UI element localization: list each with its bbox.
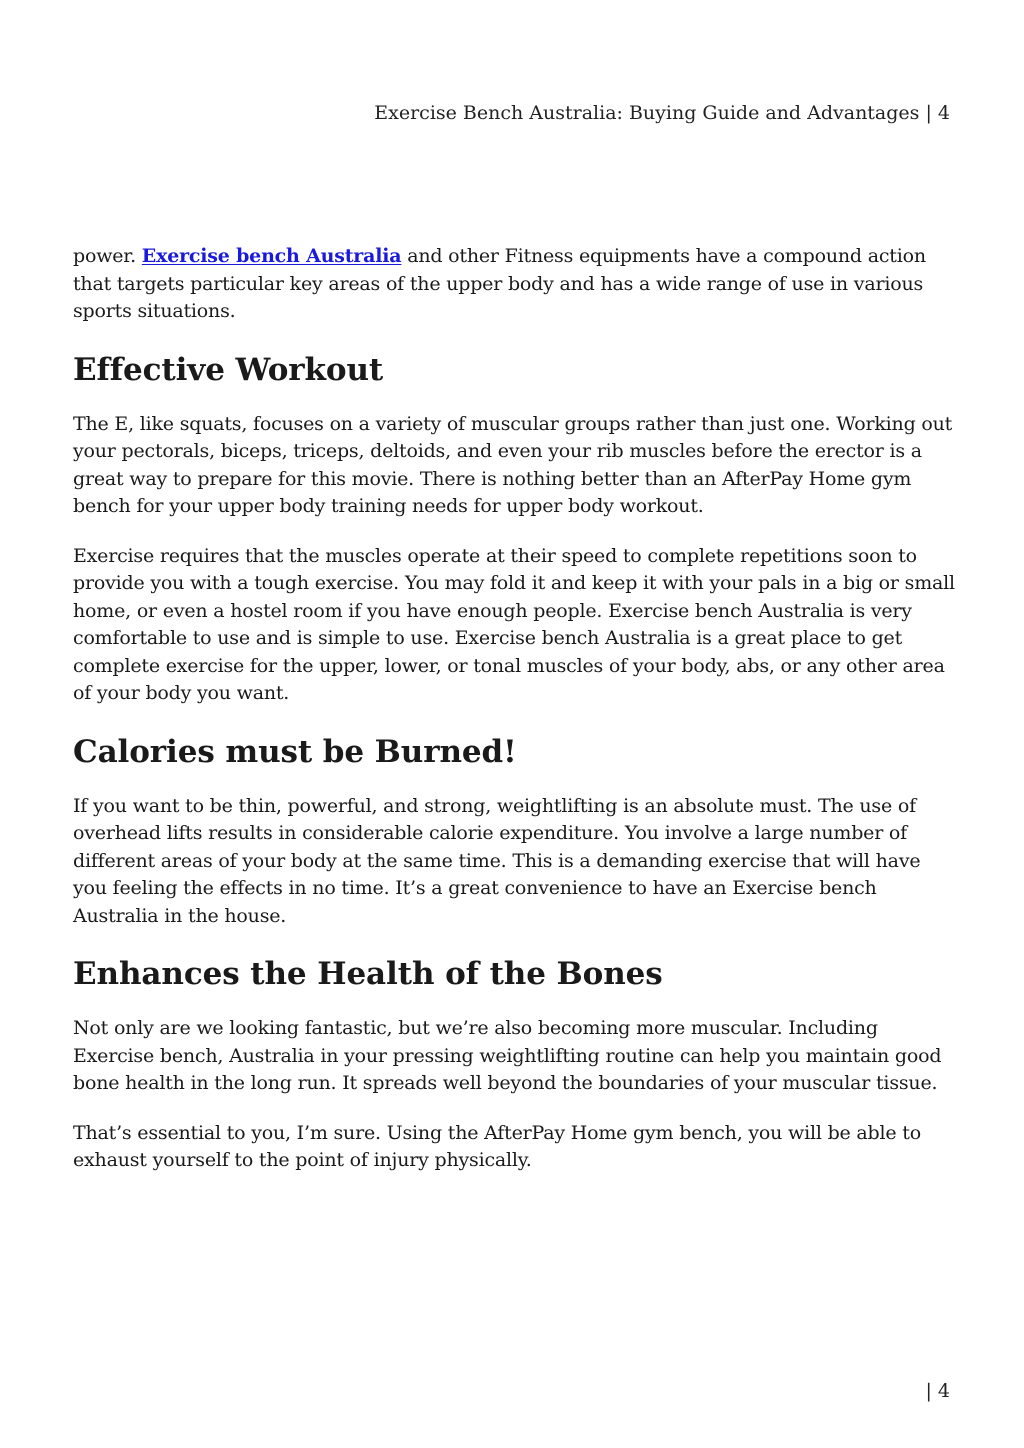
- intro-paragraph: [73, 243, 957, 326]
- article-body: [73, 243, 957, 1197]
- section-heading-calories: Calories must be Burned!: [73, 733, 517, 770]
- intro-rest: and other Fitness equipments have a compound action that targets particular key areas of the upper body and has a wide range of use in various sports situations.: [73, 245, 926, 322]
- section-heading-bone-health: Enhances the Health of the Bones: [73, 956, 663, 992]
- effective-workout-paragraph-2: Exercise requires that the muscles operate at their speed to complete repetitions soon to provide you with a tough exercise. You may fold it and keep it with your pals in a big or small home, or even a hostel room if you have enough people. Exercise bench Australia is very comfortable to use and is simple to use. Exercise bench Australia is a great place to get complete exercise for the upper, lower, or tonal muscles of your body, abs, or any other area of your body you want.: [73, 544, 955, 704]
- intro-lead: power.: [73, 245, 142, 267]
- bone-health-paragraph-2: That’s essential to you, I’m sure. Using the AfterPay Home gym bench, you will be able to exhaust yourself to the point of injury physically.: [73, 1121, 921, 1171]
- page-number: | 4: [925, 1380, 950, 1402]
- section-heading-effective-workout: Effective Workout: [73, 351, 384, 388]
- effective-workout-paragraph-1: The E, like squats, focuses on a variety of muscular groups rather than just one. Working out your pectorals, biceps, triceps, deltoids, and even your rib muscles before the erector is a great way to prepare for this movie. There is nothing better than an AfterPay Home gym bench for your upper body training needs for upper body workout.: [73, 412, 953, 517]
- bone-health-paragraph-1: Not only are we looking fantastic, but we’re also becoming more muscular. Including Exercise bench, Australia in your pressing weightlifting routine can help you maintain good bone health in the long run. It spreads well beyond the boundaries of your muscular tissue.: [73, 1017, 942, 1094]
- calories-paragraph-1: If you want to be thin, powerful, and strong, weightlifting is an absolute must. The use of overhead lifts results in considerable calorie expenditure. You involve a large number of different areas of your body at the same time. This is a demanding exercise that will have you feeling the effects in no time. It’s a great convenience to have an Exercise bench Australia in the house.: [73, 794, 921, 927]
- exercise-bench-link[interactable]: Exercise bench Australia: [141, 245, 402, 267]
- running-header: Exercise Bench Australia: Buying Guide and Advantages | 4: [374, 102, 950, 124]
